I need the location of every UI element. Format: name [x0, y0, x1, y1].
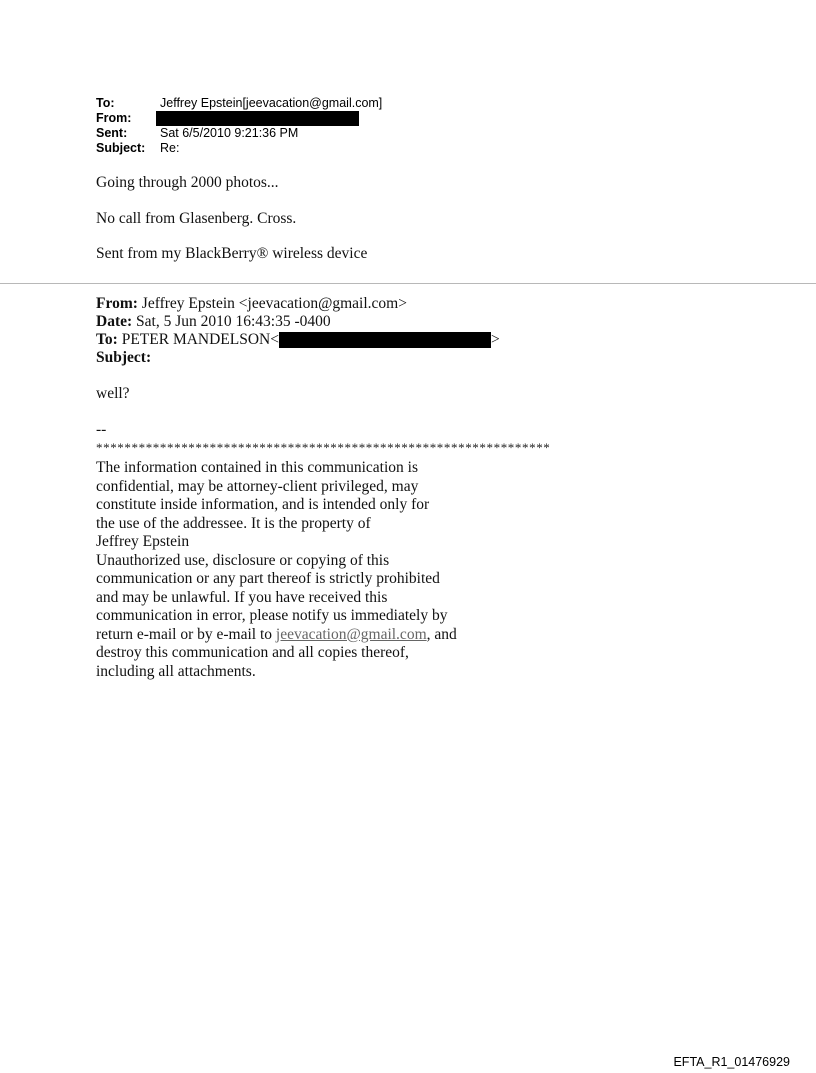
- asterisk-separator: ****************************************************************: [96, 440, 551, 455]
- document-id: EFTA_R1_01476929: [673, 1055, 790, 1069]
- email-header: [96, 96, 382, 156]
- quoted-subject-row: [96, 349, 500, 367]
- disclaimer-line: including all attachments.: [96, 662, 256, 680]
- disclaimer-line: confidential, may be attorney-client privileged, may: [96, 477, 419, 495]
- quoted-date-value: Sat, 5 Jun 2010 16:43:35 -0400: [136, 313, 331, 330]
- to-label: To:: [96, 96, 115, 110]
- quoted-from-value: Jeffrey Epstein <jeevacation@gmail.com>: [141, 295, 407, 312]
- body-line-signature: Sent from my BlackBerry® wireless device: [96, 245, 368, 262]
- quoted-to-row: [96, 331, 500, 349]
- redaction-box: [156, 111, 359, 126]
- disclaimer-line: and may be unlawful. If you have received this: [96, 588, 388, 606]
- header-sent-row: [96, 126, 382, 141]
- quoted-date-label: Date:: [96, 313, 133, 330]
- quoted-from-row: [96, 295, 500, 313]
- sent-value: Sat 6/5/2010 9:21:36 PM: [160, 126, 299, 140]
- sent-label: Sent:: [96, 126, 128, 140]
- quoted-date-row: [96, 313, 500, 331]
- header-to-row: [96, 96, 382, 111]
- disclaimer-line: communication in error, please notify us immediately by: [96, 607, 448, 624]
- quoted-message: well?: [96, 385, 130, 402]
- disclaimer-line: The information contained in this communication is: [96, 459, 418, 476]
- disclaimer-line: destroy this communication and all copies thereof,: [96, 644, 409, 661]
- confidentiality-disclaimer: [96, 459, 496, 681]
- redaction-box: [279, 332, 491, 348]
- quoted-to-label: To:: [96, 331, 118, 348]
- disclaimer-line: Unauthorized use, disclosure or copying of this: [96, 551, 390, 569]
- header-from-row: [96, 111, 382, 126]
- disclaimer-line: constitute inside information, and is intended only for: [96, 496, 430, 513]
- signature-dashes: --: [96, 421, 107, 438]
- subject-value: Re:: [160, 141, 180, 155]
- body-line-photos: Going through 2000 photos...: [96, 174, 279, 191]
- disclaimer-text: , and: [426, 625, 457, 643]
- quoted-header: [96, 295, 500, 367]
- disclaimer-line: the use of the addressee. It is the property of: [96, 514, 371, 532]
- quoted-to-value: PETER MANDELSON<: [121, 331, 279, 348]
- disclaimer-line: communication or any part thereof is strictly prohibited: [96, 570, 440, 587]
- quoted-to-suffix: >: [491, 331, 500, 348]
- disclaimer-line: [96, 626, 496, 645]
- disclaimer-text: return e-mail or by e-mail to: [96, 625, 276, 643]
- body-line-glasenberg: No call from Glasenberg. Cross.: [96, 210, 297, 227]
- divider: [0, 283, 816, 284]
- subject-label: Subject:: [96, 141, 146, 155]
- to-value: Jeffrey Epstein[jeevacation@gmail.com]: [160, 96, 383, 110]
- quoted-subject-label: Subject:: [96, 349, 152, 366]
- disclaimer-line: Jeffrey Epstein: [96, 533, 190, 550]
- from-label: From:: [96, 111, 132, 125]
- header-subject-row: [96, 141, 382, 156]
- email-link[interactable]: jeevacation@gmail.com: [275, 625, 427, 643]
- quoted-from-label: From:: [96, 295, 138, 312]
